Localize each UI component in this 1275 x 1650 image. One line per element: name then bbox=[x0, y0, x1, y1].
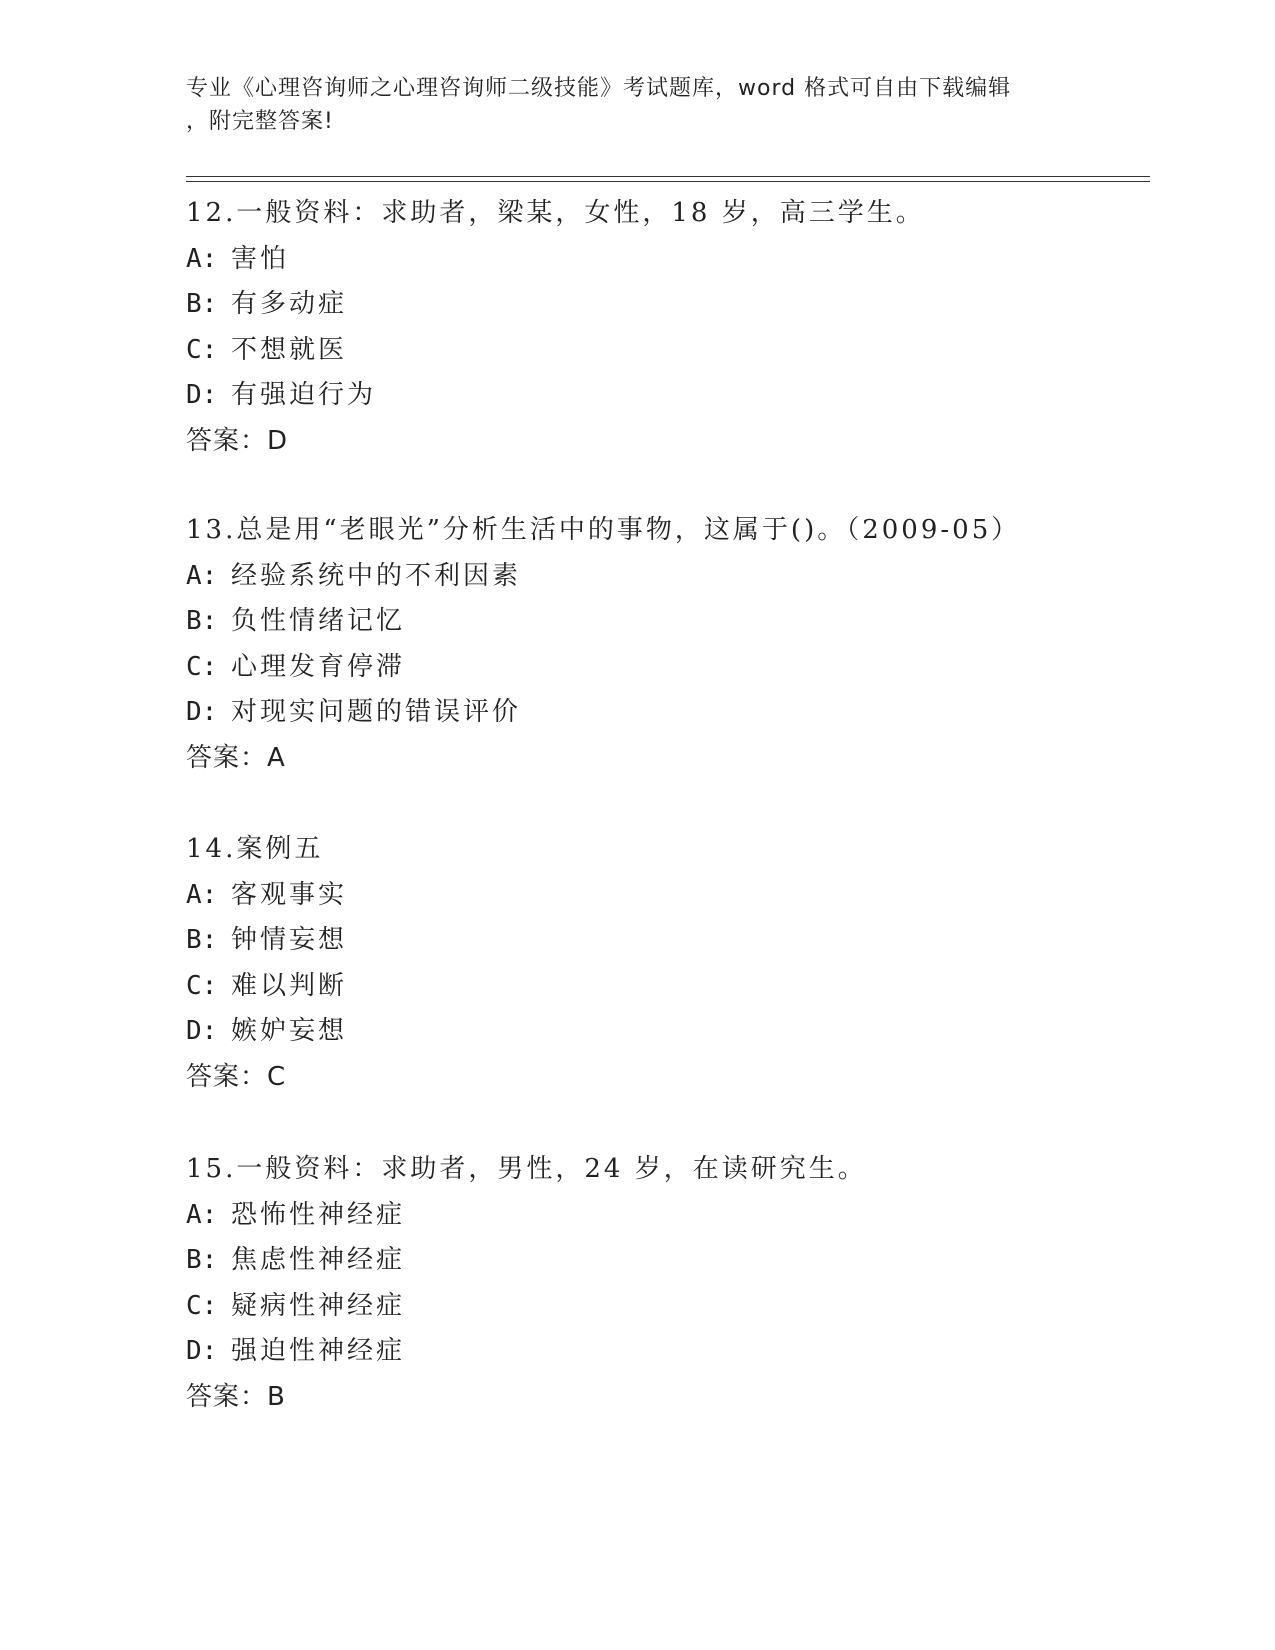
document-header bbox=[186, 72, 1086, 138]
question-stem: 14.案例五 bbox=[186, 834, 324, 864]
answer-line: 答案：B bbox=[186, 1381, 286, 1412]
option-text: 不想就医 bbox=[231, 334, 348, 365]
option-text: 疑病性神经症 bbox=[231, 1290, 406, 1321]
option-text: 对现实问题的错误评价 bbox=[231, 697, 522, 727]
header-divider-top bbox=[186, 176, 1150, 177]
option-c bbox=[186, 328, 1146, 374]
option-text: 经验系统中的不利因素 bbox=[231, 560, 522, 591]
option-letter: D: bbox=[186, 1016, 218, 1046]
question-13 bbox=[186, 508, 1146, 781]
option-c bbox=[186, 964, 1146, 1010]
option-letter: C: bbox=[186, 1290, 218, 1321]
option-letter: D: bbox=[186, 1336, 218, 1366]
option-d bbox=[186, 1009, 1146, 1055]
option-b bbox=[186, 1238, 1146, 1284]
option-letter: D: bbox=[186, 380, 218, 410]
option-text: 有多动症 bbox=[231, 289, 348, 319]
option-letter: B: bbox=[186, 606, 218, 636]
option-a bbox=[186, 873, 1146, 919]
option-text: 嫉妒妄想 bbox=[231, 1016, 348, 1046]
option-letter: A: bbox=[186, 560, 218, 591]
option-text: 恐怖性神经症 bbox=[231, 1199, 406, 1230]
option-b bbox=[186, 599, 1146, 645]
option-letter: A: bbox=[186, 1199, 218, 1230]
option-letter: D: bbox=[186, 697, 218, 727]
question-stem: 13.总是用“老眼光”分析生活中的事物，这属于()。（2009-05） bbox=[186, 515, 1021, 545]
option-d bbox=[186, 690, 1146, 736]
option-text: 客观事实 bbox=[231, 879, 348, 910]
option-text: 有强迫行为 bbox=[231, 380, 377, 410]
option-a bbox=[186, 237, 1146, 283]
option-text: 害怕 bbox=[231, 243, 290, 274]
header-line-2: ，附完整答案! bbox=[186, 109, 334, 134]
question-stem: 12.一般资料：求助者，梁某，女性，18 岁，高三学生。 bbox=[186, 198, 925, 228]
option-letter: C: bbox=[186, 334, 218, 365]
option-letter: B: bbox=[186, 925, 218, 955]
option-letter: B: bbox=[186, 289, 218, 319]
option-text: 钟情妄想 bbox=[231, 925, 348, 955]
option-letter: C: bbox=[186, 651, 218, 682]
answer-line: 答案：D bbox=[186, 425, 289, 456]
option-d bbox=[186, 373, 1146, 419]
option-text: 焦虑性神经症 bbox=[231, 1245, 406, 1275]
option-letter: A: bbox=[186, 243, 218, 274]
option-c bbox=[186, 1284, 1146, 1330]
option-text: 心理发育停滞 bbox=[231, 651, 406, 682]
option-text: 强迫性神经症 bbox=[231, 1336, 406, 1366]
answer-line: 答案：C bbox=[186, 1061, 287, 1092]
question-12 bbox=[186, 191, 1146, 464]
option-text: 难以判断 bbox=[231, 970, 348, 1001]
option-a bbox=[186, 554, 1146, 600]
option-letter: B: bbox=[186, 1245, 218, 1275]
header-divider-bottom bbox=[186, 181, 1150, 182]
option-b bbox=[186, 282, 1146, 328]
option-c bbox=[186, 645, 1146, 691]
option-d bbox=[186, 1329, 1146, 1375]
question-14 bbox=[186, 827, 1146, 1100]
header-line-1: 专业《心理咨询师之心理咨询师二级技能》考试题库，word 格式可自由下载编辑 bbox=[186, 76, 1012, 101]
question-15 bbox=[186, 1147, 1146, 1420]
option-letter: C: bbox=[186, 970, 218, 1001]
option-text: 负性情绪记忆 bbox=[231, 606, 406, 636]
option-letter: A: bbox=[186, 879, 218, 910]
answer-line: 答案：A bbox=[186, 742, 286, 773]
option-b bbox=[186, 918, 1146, 964]
question-stem: 15.一般资料：求助者，男性，24 岁，在读研究生。 bbox=[186, 1154, 867, 1184]
option-a bbox=[186, 1193, 1146, 1239]
